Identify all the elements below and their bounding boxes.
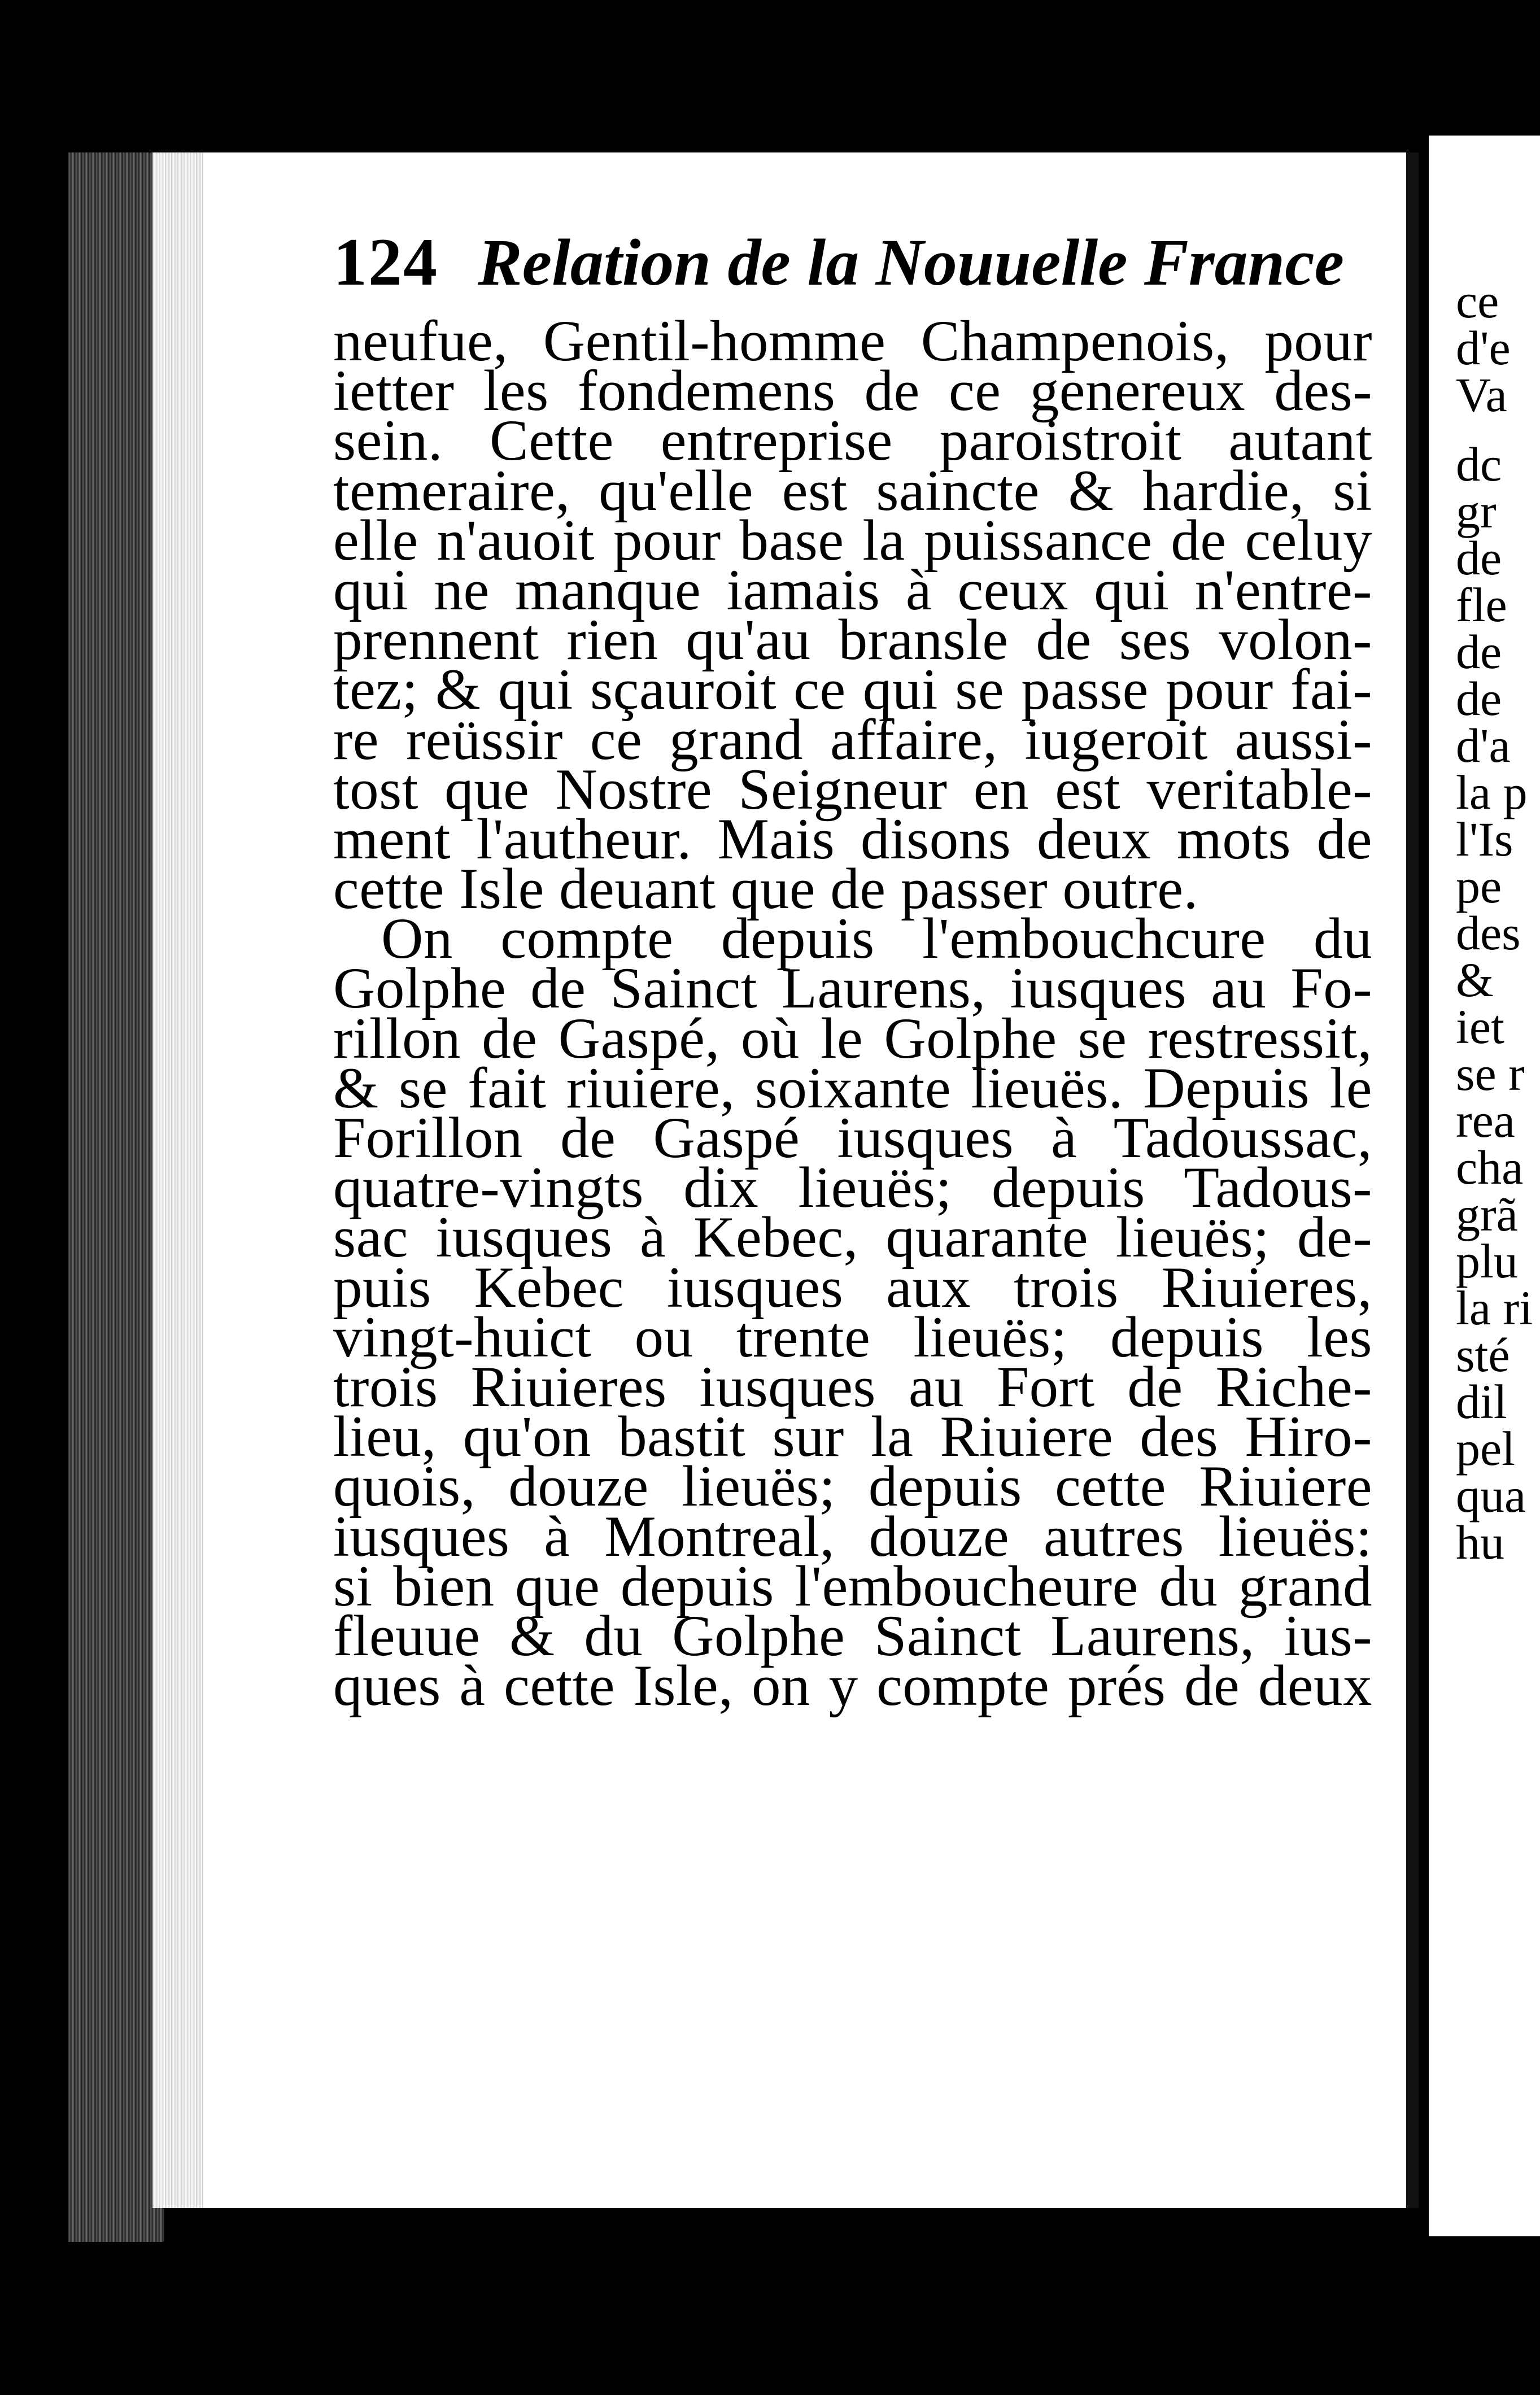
text-line: & se fait riuiere, soixante lieuës. Depuis le — [333, 1055, 1372, 1120]
adjacent-fragment: dil — [1456, 1375, 1507, 1429]
adjacent-fragment: la ri — [1456, 1281, 1533, 1335]
adjacent-fragment: l'Is — [1456, 812, 1513, 866]
text-line: sac iusques à Kebec, quarante lieuës; de- — [333, 1205, 1372, 1270]
text-line: neufue, Gentil-homme Champenois, pour — [333, 309, 1372, 373]
text-line: vingt-huict ou trente lieuës; depuis les — [333, 1305, 1372, 1369]
text-line: si bien que depuis l'emboucheure du grand — [333, 1554, 1372, 1619]
text-line: On compte depuis l'embouchcure du — [381, 906, 1372, 971]
binding-gutter — [68, 152, 164, 2242]
adjacent-fragment: de — [1456, 671, 1502, 726]
text-line: ment l'autheur. Mais disons deux mots de — [333, 806, 1372, 871]
adjacent-fragment: dc — [1456, 437, 1502, 491]
adjacent-fragment: iet — [1456, 1000, 1504, 1054]
paragraph-1 — [333, 309, 1372, 922]
adjacent-fragment: rea — [1456, 1093, 1515, 1148]
adjacent-fragment: se r — [1456, 1046, 1525, 1101]
text-line: quatre-vingts dix lieuës; depuis Tadous- — [333, 1155, 1372, 1220]
text-line: lieu, qu'on bastit sur la Riuiere des Hiro- — [333, 1404, 1372, 1469]
text-line: fleuue & du Golphe Sainct Laurens, ius- — [333, 1603, 1372, 1668]
text-line: elle n'auoit pour base la puissance de celuy — [333, 508, 1372, 573]
text-line: iusques à Montreal, douze autres lieuës: — [333, 1504, 1372, 1569]
body-text — [333, 309, 1372, 1718]
adjacent-fragment: grã — [1456, 1187, 1518, 1241]
adjacent-fragment: gr — [1456, 484, 1497, 538]
text-line: trois Riuieres iusques au Fort de Riche- — [333, 1354, 1372, 1419]
text-line: cette Isle deuant que de passer outre. — [333, 857, 1198, 922]
text-line: qui ne manque iamais à ceux qui n'entre- — [333, 557, 1372, 622]
text-line: rillon de Gaspé, où le Golphe se restressit, — [333, 1006, 1372, 1071]
adjacent-fragment: cha — [1456, 1140, 1524, 1194]
text-line: temeraire, qu'elle est saincte & hardie, si — [333, 458, 1372, 523]
text-line: puis Kebec iusques aux trois Riuieres, — [333, 1255, 1372, 1320]
adjacent-fragment: pel — [1456, 1421, 1516, 1476]
spacer — [1429, 136, 1540, 277]
text-line: re reüssir ce grand affaire, iugeroit aussi- — [333, 707, 1372, 772]
adjacent-fragment: sté — [1456, 1328, 1510, 1382]
text-line: sein. Cette entreprise paroistroit autant — [333, 408, 1372, 473]
text-line: tez; & qui sçauroit ce qui se passe pour fai- — [333, 657, 1372, 722]
page-number: 124 — [333, 224, 438, 299]
text-line: tost que Nostre Seigneur en est veritable- — [333, 757, 1372, 822]
adjacent-fragment: d'e — [1456, 321, 1511, 375]
adjacent-fragment: d'a — [1456, 718, 1511, 773]
adjacent-fragment: pe — [1456, 859, 1502, 913]
adjacent-fragment: ce — [1456, 274, 1499, 328]
text-line: prennent rien qu'au bransle de ses volon- — [333, 608, 1372, 673]
text-line: quois, douze lieuës; depuis cette Riuiere — [333, 1454, 1372, 1519]
adjacent-fragment: de — [1456, 531, 1502, 585]
adjacent-fragment: Va — [1456, 368, 1507, 422]
page-header — [333, 223, 1350, 313]
adjacent-fragment: la p — [1456, 765, 1528, 819]
adjacent-fragment: des — [1456, 906, 1521, 960]
text-line: Golphe de Sainct Laurens, iusques au Fo- — [333, 956, 1372, 1021]
adjacent-fragment: hu — [1456, 1515, 1504, 1569]
adjacent-fragment: fle — [1456, 578, 1507, 632]
text-line: ietter les fondemens de ce genereux des- — [333, 359, 1372, 424]
text-line: ques à cette Isle, on y compte prés de deux — [333, 1654, 1372, 1718]
running-title: Relation de la Nouuelle France — [478, 225, 1344, 299]
text-line: Forillon de Gaspé iusques à Tadoussac, — [333, 1106, 1372, 1170]
adjacent-fragment: qua — [1456, 1468, 1526, 1522]
adjacent-fragment: plu — [1456, 1234, 1518, 1288]
adjacent-page-edge — [1429, 136, 1540, 2236]
paragraph-2 — [333, 906, 1372, 1718]
adjacent-fragment: & — [1456, 953, 1494, 1007]
adjacent-fragment: de — [1456, 625, 1502, 679]
